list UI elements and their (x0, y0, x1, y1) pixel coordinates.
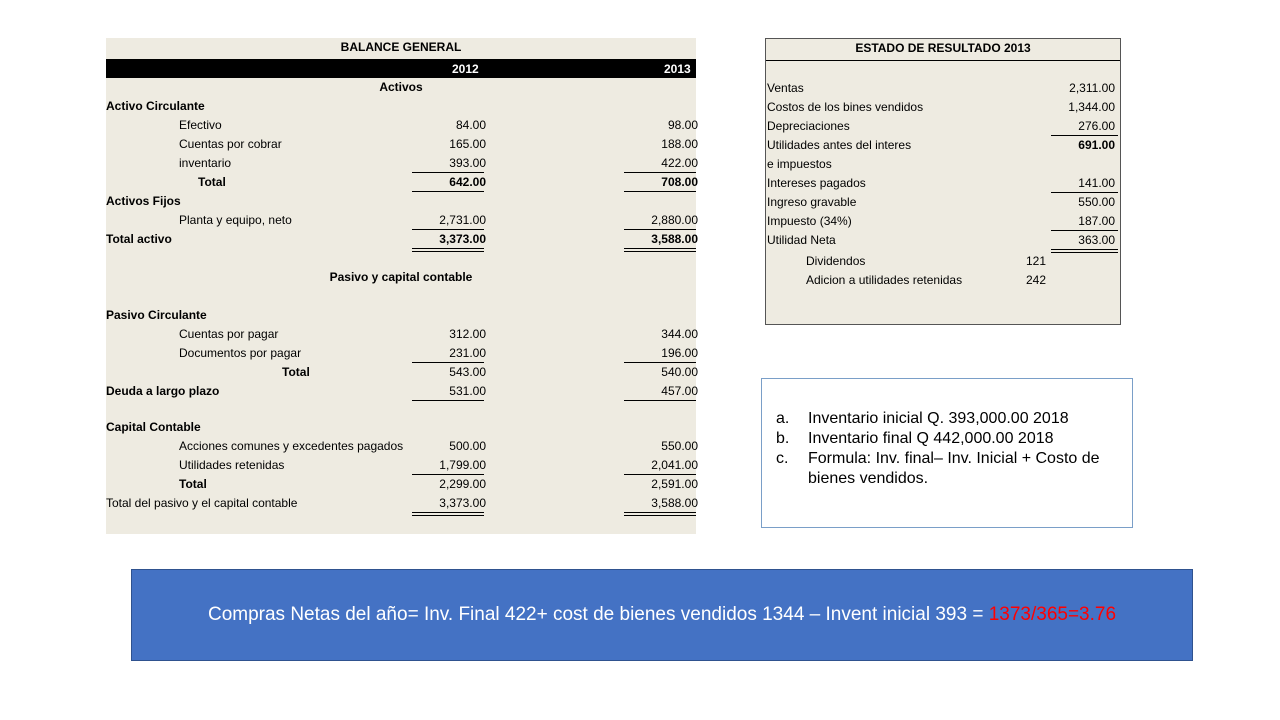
row-cuentas-por-pagar: Cuentas por pagar 312.00 344.00 (179, 327, 698, 341)
er-row-e-impuestos: e impuestos (767, 157, 832, 171)
row-acciones-comunes: Acciones comunes y excedentes pagados 500.00 550.00 (179, 439, 698, 453)
row-deuda-largo-plazo: Deuda a largo plazo 531.00 457.00 (106, 384, 698, 398)
notes-list (776, 409, 1126, 489)
section-activos: Activos (379, 80, 423, 94)
underline (412, 400, 484, 401)
er-row-utilidades-antes: Utilidades antes del interes 691.00 (767, 138, 1115, 152)
row-activos-fijos: Activos Fijos (106, 194, 181, 208)
er-row-costos: Costos de los bines vendidos 1,344.00 (767, 100, 1115, 114)
note-item (776, 429, 1126, 449)
note-marker: a. (776, 410, 790, 427)
year-2013: 2013 (664, 62, 691, 76)
balance-general-table (106, 38, 696, 534)
year-2012: 2012 (452, 62, 479, 76)
note-marker: b. (776, 430, 790, 447)
er-row-dividendos: Dividendos 121 (806, 254, 1046, 268)
row-total-capital: Total 2,299.00 2,591.00 (179, 477, 698, 491)
er-row-intereses: Intereses pagados 141.00 (767, 176, 1115, 190)
er-row-impuesto: Impuesto (34%) 187.00 (767, 214, 1115, 228)
row-utilidades-retenidas: Utilidades retenidas 1,799.00 2,041.00 (179, 458, 698, 472)
row-pasivo-circulante: Pasivo Circulante (106, 308, 207, 322)
double-underline (624, 512, 696, 516)
er-row-ventas: Ventas 2,311.00 (767, 81, 1115, 95)
section-pasivo-capital: Pasivo y capital contable (329, 270, 473, 284)
row-efectivo: Efectivo 84.00 98.00 (179, 118, 698, 132)
formula-banner (131, 569, 1193, 661)
row-total-circulante: Total 642.00 708.00 (198, 175, 698, 189)
row-capital-contable: Capital Contable (106, 420, 201, 434)
note-item (776, 449, 1126, 489)
estado-title: ESTADO DE RESULTADO 2013 (855, 41, 1031, 55)
er-row-ingreso-gravable: Ingreso gravable 550.00 (767, 195, 1115, 209)
row-documentos-por-pagar: Documentos por pagar 231.00 196.00 (179, 346, 698, 360)
estado-resultado-table (765, 38, 1121, 325)
er-row-adicion-utilidades: Adicion a utilidades retenidas 242 (806, 273, 1046, 287)
title-rule (766, 60, 1120, 61)
row-inventario: inventario 393.00 422.00 (179, 156, 698, 170)
double-underline (412, 248, 484, 252)
row-total-activo: Total activo 3,373.00 3,588.00 (106, 232, 698, 246)
row-total-pasivo-capital: Total del pasivo y el capital contable 3,373.00 3,588.00 (106, 496, 698, 510)
notes-box (761, 378, 1133, 528)
note-text: Inventario inicial Q. 393,000.00 2018 (808, 410, 1069, 427)
formula-text: Compras Netas del año= Inv. Final 422+ cost de bienes vendidos 1344 – Invent inicial 393 = (207, 604, 989, 625)
row-cuentas-por-cobrar: Cuentas por cobrar 165.00 188.00 (179, 137, 698, 151)
underline (624, 400, 696, 401)
note-item (776, 409, 1126, 429)
note-marker: c. (776, 450, 789, 467)
row-planta-equipo: Planta y equipo, neto 2,731.00 2,880.00 (179, 213, 698, 227)
double-underline (624, 248, 696, 252)
double-underline (412, 512, 484, 516)
year-header (106, 59, 696, 78)
row-activo-circulante: Activo Circulante (106, 99, 205, 113)
note-text: Formula: Inv. final– Inv. Inicial + Costo de bienes vendidos. (808, 450, 1100, 487)
formula-result: 1373/365=3.76 (988, 604, 1117, 625)
er-row-utilidad-neta: Utilidad Neta 363.00 (767, 233, 1115, 247)
balance-title: BALANCE GENERAL (340, 40, 462, 54)
row-total-pasivo-circulante: Total 543.00 540.00 (282, 365, 698, 379)
note-text: Inventario final Q 442,000.00 2018 (808, 430, 1054, 447)
er-row-depreciaciones: Depreciaciones 276.00 (767, 119, 1115, 133)
